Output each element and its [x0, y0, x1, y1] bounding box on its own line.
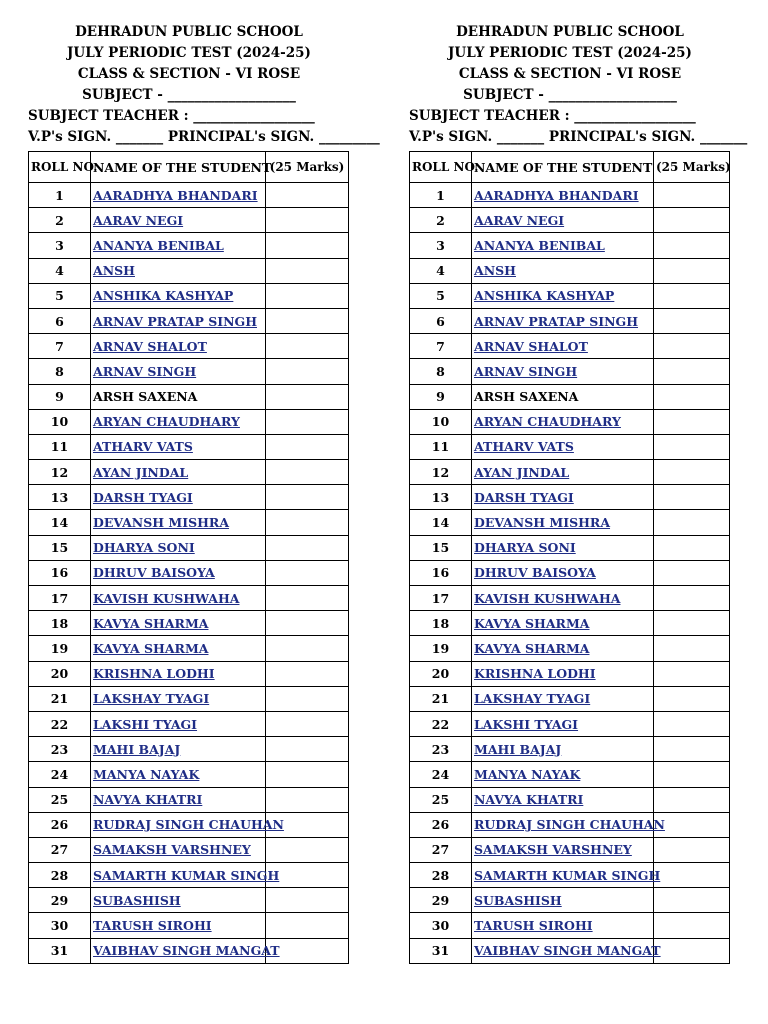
- student-name[interactable]: ATHARV VATS: [91, 434, 266, 459]
- student-name[interactable]: ANANYA BENIBAL: [472, 233, 654, 258]
- marks-cell: [654, 737, 730, 762]
- student-name[interactable]: TARUSH SIROHI: [472, 913, 654, 938]
- table-row: [410, 359, 730, 384]
- student-name[interactable]: DARSH TYAGI: [472, 485, 654, 510]
- roll-number: 6: [29, 308, 91, 333]
- student-name[interactable]: NAVYA KHATRI: [91, 787, 266, 812]
- table-row: [29, 837, 349, 862]
- marks-table: [28, 151, 349, 964]
- subject-line: SUBJECT - ___________________: [463, 87, 677, 103]
- col-header-marks: (25 Marks): [266, 152, 349, 183]
- table-row: [29, 762, 349, 787]
- student-name[interactable]: SAMARTH KUMAR SINGH: [472, 863, 654, 888]
- student-name[interactable]: ANSHIKA KASHYAP: [91, 283, 266, 308]
- roll-number: 28: [29, 863, 91, 888]
- col-header-name: NAME OF THE STUDENT: [91, 152, 266, 183]
- roll-number: 4: [29, 258, 91, 283]
- roll-number: 2: [410, 208, 472, 233]
- marks-cell: [266, 409, 349, 434]
- sheet-right: [409, 22, 748, 964]
- marks-cell: [266, 661, 349, 686]
- test-title: JULY PERIODIC TEST (2024-25): [448, 45, 692, 61]
- marks-cell: [654, 460, 730, 485]
- marks-cell: [654, 384, 730, 409]
- marks-cell: [266, 535, 349, 560]
- student-name[interactable]: ARNAV SINGH: [472, 359, 654, 384]
- roll-number: 23: [410, 737, 472, 762]
- roll-number: 7: [29, 334, 91, 359]
- table-row: [410, 308, 730, 333]
- marks-cell: [266, 711, 349, 736]
- table-row: [29, 334, 349, 359]
- roll-number: 12: [410, 460, 472, 485]
- marks-cell: [266, 485, 349, 510]
- table-row: [29, 812, 349, 837]
- marks-cell: [654, 334, 730, 359]
- table-row: [29, 787, 349, 812]
- marks-cell: [654, 233, 730, 258]
- roll-number: 23: [29, 737, 91, 762]
- table-body: [29, 183, 349, 964]
- table-row: [410, 535, 730, 560]
- test-title: JULY PERIODIC TEST (2024-25): [67, 45, 311, 61]
- marks-cell: [654, 183, 730, 208]
- student-name[interactable]: AYAN JINDAL: [91, 460, 266, 485]
- table-row: [410, 888, 730, 913]
- marks-cell: [266, 308, 349, 333]
- marks-cell: [266, 460, 349, 485]
- student-name[interactable]: MAHI BAJAJ: [91, 737, 266, 762]
- marks-cell: [654, 409, 730, 434]
- class-section: CLASS & SECTION - VI ROSE: [458, 66, 682, 82]
- roll-number: 1: [410, 183, 472, 208]
- marks-cell: [654, 938, 730, 963]
- student-name[interactable]: MAHI BAJAJ: [472, 737, 654, 762]
- table-header-row: [29, 152, 349, 183]
- marks-cell: [266, 636, 349, 661]
- roll-number: 2: [29, 208, 91, 233]
- student-name[interactable]: SUBASHISH: [91, 888, 266, 913]
- student-name[interactable]: ARYAN CHAUDHARY: [472, 409, 654, 434]
- roll-number: 25: [410, 787, 472, 812]
- student-name[interactable]: AYAN JINDAL: [472, 460, 654, 485]
- student-name[interactable]: ANANYA BENIBAL: [91, 233, 266, 258]
- table-row: [29, 258, 349, 283]
- student-name[interactable]: DHARYA SONI: [472, 535, 654, 560]
- roll-number: 9: [410, 384, 472, 409]
- student-name[interactable]: AARAV NEGI: [472, 208, 654, 233]
- signature-line: V.P's SIGN. _______ PRINCIPAL's SIGN. _______: [409, 129, 748, 145]
- school-name: DEHRADUN PUBLIC SCHOOL: [456, 24, 684, 40]
- table-row: [29, 913, 349, 938]
- marks-cell: [654, 611, 730, 636]
- marks-cell: [266, 384, 349, 409]
- table-row: [29, 863, 349, 888]
- student-name[interactable]: ARNAV PRATAP SINGH: [91, 308, 266, 333]
- roll-number: 17: [29, 586, 91, 611]
- student-name[interactable]: ANSH: [91, 258, 266, 283]
- student-name[interactable]: KAVYA SHARMA: [91, 636, 266, 661]
- table-row: [410, 938, 730, 963]
- roll-number: 15: [410, 535, 472, 560]
- marks-cell: [654, 359, 730, 384]
- student-name[interactable]: ANSHIKA KASHYAP: [472, 283, 654, 308]
- roll-number: 30: [410, 913, 472, 938]
- student-name[interactable]: MANYA NAYAK: [472, 762, 654, 787]
- roll-number: 29: [410, 888, 472, 913]
- table-row: [29, 208, 349, 233]
- roll-number: 22: [410, 711, 472, 736]
- roll-number: 10: [29, 409, 91, 434]
- roll-number: 18: [29, 611, 91, 636]
- marks-cell: [266, 359, 349, 384]
- student-name[interactable]: TARUSH SIROHI: [91, 913, 266, 938]
- table-row: [410, 863, 730, 888]
- student-name[interactable]: LAKSHAY TYAGI: [472, 686, 654, 711]
- table-row: [29, 359, 349, 384]
- student-name[interactable]: DHARYA SONI: [91, 535, 266, 560]
- marks-cell: [266, 888, 349, 913]
- marks-cell: [266, 837, 349, 862]
- table-row: [410, 737, 730, 762]
- student-name[interactable]: MANYA NAYAK: [91, 762, 266, 787]
- table-row: [410, 409, 730, 434]
- marks-cell: [266, 560, 349, 585]
- student-name[interactable]: AARADHYA BHANDARI: [91, 183, 266, 208]
- marks-cell: [654, 434, 730, 459]
- marks-cell: [266, 762, 349, 787]
- col-header-roll: ROLL NO.: [410, 152, 472, 183]
- table-row: [410, 812, 730, 837]
- marks-cell: [266, 283, 349, 308]
- student-name[interactable]: NAVYA KHATRI: [472, 787, 654, 812]
- student-name[interactable]: ANSH: [472, 258, 654, 283]
- roll-number: 10: [410, 409, 472, 434]
- roll-number: 31: [29, 938, 91, 963]
- student-name[interactable]: DHRUV BAISOYA: [472, 560, 654, 585]
- marks-cell: [654, 636, 730, 661]
- table-row: [410, 636, 730, 661]
- marks-cell: [266, 586, 349, 611]
- roll-number: 28: [410, 863, 472, 888]
- marks-cell: [654, 913, 730, 938]
- table-row: [29, 611, 349, 636]
- marks-cell: [654, 863, 730, 888]
- student-name: ARSH SAXENA: [472, 384, 654, 409]
- roll-number: 20: [410, 661, 472, 686]
- table-row: [29, 535, 349, 560]
- roll-number: 8: [410, 359, 472, 384]
- table-row: [410, 510, 730, 535]
- table-row: [410, 560, 730, 585]
- class-section: CLASS & SECTION - VI ROSE: [77, 66, 301, 82]
- table-row: [29, 384, 349, 409]
- student-name[interactable]: KAVISH KUSHWAHA: [91, 586, 266, 611]
- roll-number: 14: [410, 510, 472, 535]
- table-row: [410, 384, 730, 409]
- table-row: [29, 434, 349, 459]
- student-name[interactable]: VAIBHAV SINGH MANGAT: [91, 938, 266, 963]
- subject-line: SUBJECT - ___________________: [82, 87, 296, 103]
- col-header-marks: (25 Marks): [654, 152, 730, 183]
- roll-number: 21: [410, 686, 472, 711]
- roll-number: 19: [410, 636, 472, 661]
- roll-number: 5: [29, 283, 91, 308]
- table-row: [410, 661, 730, 686]
- marks-cell: [654, 837, 730, 862]
- marks-cell: [654, 535, 730, 560]
- student-name[interactable]: KRISHNA LODHI: [472, 661, 654, 686]
- marks-cell: [266, 686, 349, 711]
- table-row: [29, 938, 349, 963]
- student-name[interactable]: RUDRAJ SINGH CHAUHAN: [472, 812, 654, 837]
- table-row: [410, 460, 730, 485]
- roll-number: 25: [29, 787, 91, 812]
- roll-number: 18: [410, 611, 472, 636]
- table-row: [410, 762, 730, 787]
- sheet-left: [28, 22, 380, 964]
- marks-cell: [266, 233, 349, 258]
- table-row: [29, 636, 349, 661]
- marks-cell: [654, 711, 730, 736]
- table-body: [410, 183, 730, 964]
- table-row: [29, 686, 349, 711]
- roll-number: 5: [410, 283, 472, 308]
- table-row: [29, 560, 349, 585]
- student-name[interactable]: AARAV NEGI: [91, 208, 266, 233]
- table-row: [410, 434, 730, 459]
- table-row: [410, 258, 730, 283]
- table-row: [410, 183, 730, 208]
- marks-cell: [654, 283, 730, 308]
- marks-cell: [654, 586, 730, 611]
- roll-number: 16: [29, 560, 91, 585]
- roll-number: 24: [29, 762, 91, 787]
- marks-cell: [266, 208, 349, 233]
- subject-teacher-line: SUBJECT TEACHER : __________________: [28, 108, 315, 124]
- student-name[interactable]: KAVYA SHARMA: [472, 611, 654, 636]
- table-row: [410, 913, 730, 938]
- student-name[interactable]: LAKSHI TYAGI: [472, 711, 654, 736]
- roll-number: 19: [29, 636, 91, 661]
- student-name[interactable]: ARNAV PRATAP SINGH: [472, 308, 654, 333]
- student-name[interactable]: KRISHNA LODHI: [91, 661, 266, 686]
- roll-number: 14: [29, 510, 91, 535]
- marks-cell: [266, 434, 349, 459]
- table-row: [29, 711, 349, 736]
- table-row: [410, 586, 730, 611]
- roll-number: 29: [29, 888, 91, 913]
- roll-number: 22: [29, 711, 91, 736]
- roll-number: 12: [29, 460, 91, 485]
- table-header-row: [410, 152, 730, 183]
- table-row: [410, 208, 730, 233]
- table-row: [29, 888, 349, 913]
- student-name[interactable]: KAVYA SHARMA: [472, 636, 654, 661]
- student-name[interactable]: SAMARTH KUMAR SINGH: [91, 863, 266, 888]
- table-row: [410, 787, 730, 812]
- marks-cell: [654, 888, 730, 913]
- table-row: [29, 460, 349, 485]
- student-name[interactable]: ARYAN CHAUDHARY: [91, 409, 266, 434]
- roll-number: 26: [410, 812, 472, 837]
- table-row: [29, 308, 349, 333]
- table-row: [410, 334, 730, 359]
- student-name[interactable]: DEVANSH MISHRA: [472, 510, 654, 535]
- student-name[interactable]: ATHARV VATS: [472, 434, 654, 459]
- marks-cell: [266, 183, 349, 208]
- marks-cell: [266, 334, 349, 359]
- student-name: ARSH SAXENA: [91, 384, 266, 409]
- table-row: [29, 661, 349, 686]
- table-row: [410, 837, 730, 862]
- roll-number: 11: [410, 434, 472, 459]
- col-header-name: NAME OF THE STUDENT: [472, 152, 654, 183]
- table-row: [29, 183, 349, 208]
- student-name[interactable]: SAMAKSH VARSHNEY: [91, 837, 266, 862]
- marks-cell: [654, 787, 730, 812]
- student-name[interactable]: RUDRAJ SINGH CHAUHAN: [91, 812, 266, 837]
- student-name[interactable]: DHRUV BAISOYA: [91, 560, 266, 585]
- roll-number: 1: [29, 183, 91, 208]
- subject-teacher-line: SUBJECT TEACHER : __________________: [409, 108, 696, 124]
- roll-number: 20: [29, 661, 91, 686]
- table-row: [410, 711, 730, 736]
- col-header-roll: ROLL NO.: [29, 152, 91, 183]
- student-name[interactable]: SAMAKSH VARSHNEY: [472, 837, 654, 862]
- roll-number: 26: [29, 812, 91, 837]
- table-row: [410, 283, 730, 308]
- roll-number: 6: [410, 308, 472, 333]
- table-row: [29, 283, 349, 308]
- marks-cell: [654, 661, 730, 686]
- school-name: DEHRADUN PUBLIC SCHOOL: [75, 24, 303, 40]
- roll-number: 13: [29, 485, 91, 510]
- student-name[interactable]: ARNAV SHALOT: [472, 334, 654, 359]
- student-name[interactable]: KAVISH KUSHWAHA: [472, 586, 654, 611]
- roll-number: 21: [29, 686, 91, 711]
- table-row: [29, 233, 349, 258]
- table-row: [410, 611, 730, 636]
- roll-number: 27: [29, 837, 91, 862]
- table-row: [29, 737, 349, 762]
- student-name[interactable]: DEVANSH MISHRA: [91, 510, 266, 535]
- marks-cell: [654, 258, 730, 283]
- marks-cell: [654, 208, 730, 233]
- marks-cell: [266, 787, 349, 812]
- roll-number: 4: [410, 258, 472, 283]
- roll-number: 17: [410, 586, 472, 611]
- roll-number: 16: [410, 560, 472, 585]
- marks-cell: [654, 762, 730, 787]
- roll-number: 3: [410, 233, 472, 258]
- student-name[interactable]: KAVYA SHARMA: [91, 611, 266, 636]
- table-row: [410, 233, 730, 258]
- marks-cell: [266, 510, 349, 535]
- table-row: [29, 409, 349, 434]
- table-row: [29, 586, 349, 611]
- roll-number: 13: [410, 485, 472, 510]
- table-row: [29, 485, 349, 510]
- marks-cell: [266, 611, 349, 636]
- student-name[interactable]: LAKSHI TYAGI: [91, 711, 266, 736]
- roll-number: 24: [410, 762, 472, 787]
- roll-number: 7: [410, 334, 472, 359]
- signature-line: V.P's SIGN. _______ PRINCIPAL's SIGN. _________: [28, 129, 380, 145]
- marks-cell: [654, 686, 730, 711]
- marks-cell: [654, 485, 730, 510]
- table-row: [410, 686, 730, 711]
- table-row: [410, 485, 730, 510]
- marks-cell: [654, 560, 730, 585]
- marks-cell: [266, 737, 349, 762]
- student-name[interactable]: ARNAV SINGH: [91, 359, 266, 384]
- roll-number: 11: [29, 434, 91, 459]
- student-name[interactable]: ARNAV SHALOT: [91, 334, 266, 359]
- marks-cell: [266, 258, 349, 283]
- marks-cell: [266, 913, 349, 938]
- roll-number: 3: [29, 233, 91, 258]
- student-name[interactable]: SUBASHISH: [472, 888, 654, 913]
- marks-cell: [654, 308, 730, 333]
- student-name[interactable]: DARSH TYAGI: [91, 485, 266, 510]
- student-name[interactable]: VAIBHAV SINGH MANGAT: [472, 938, 654, 963]
- marks-table: [409, 151, 730, 964]
- roll-number: 27: [410, 837, 472, 862]
- roll-number: 9: [29, 384, 91, 409]
- marks-cell: [654, 510, 730, 535]
- roll-number: 30: [29, 913, 91, 938]
- table-row: [29, 510, 349, 535]
- roll-number: 15: [29, 535, 91, 560]
- student-name[interactable]: AARADHYA BHANDARI: [472, 183, 654, 208]
- student-name[interactable]: LAKSHAY TYAGI: [91, 686, 266, 711]
- roll-number: 31: [410, 938, 472, 963]
- roll-number: 8: [29, 359, 91, 384]
